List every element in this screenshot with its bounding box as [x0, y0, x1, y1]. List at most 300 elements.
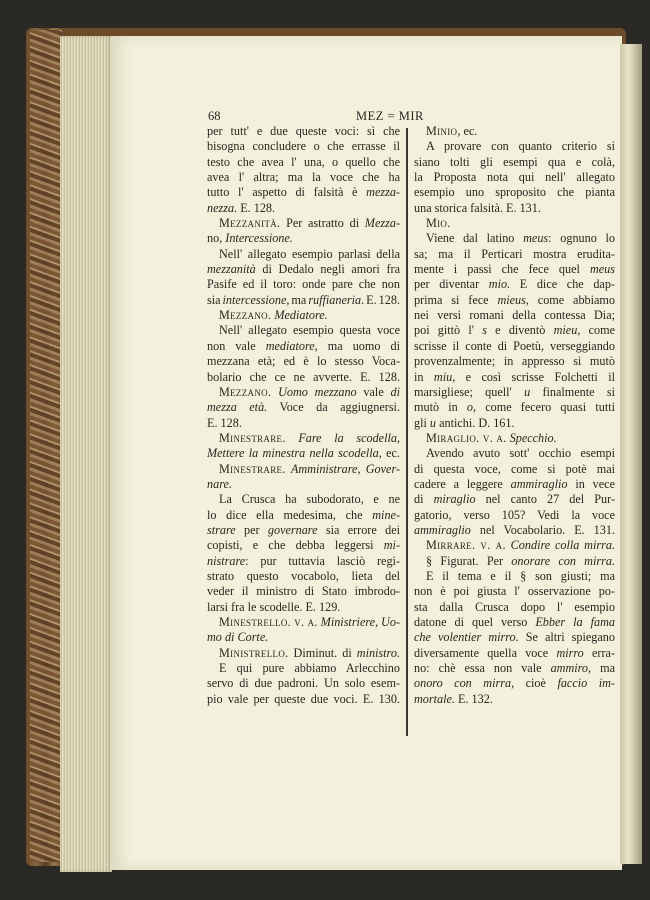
text-run: provenzalmente; in appresso si mutò [414, 354, 615, 369]
text-line-content [207, 400, 400, 415]
text-run: tutto l' aspetto di falsità è [207, 185, 367, 200]
text-run: testo che avea l' una, o quello che [207, 154, 400, 169]
text-line-content [426, 569, 615, 584]
text-line [207, 416, 400, 431]
text-run: nei versi romani della contessa Dia; [414, 308, 615, 323]
text-run: per diventar [414, 277, 489, 292]
text-run: nel canto 27 del Pur- [475, 492, 615, 507]
text-run: scrisse il conte di Poetù, verseggiando [414, 338, 615, 353]
text-line-content [219, 323, 400, 338]
text-line [207, 584, 400, 599]
text-line-content [219, 492, 400, 507]
text-line [207, 676, 400, 691]
text-line [414, 155, 615, 170]
text-line [414, 231, 615, 246]
text-line-content [207, 600, 340, 615]
text-line-content [219, 308, 328, 323]
running-head-separator: = [387, 109, 396, 123]
text-run: E dice che dap- [510, 277, 615, 292]
italic-text: nare. [207, 476, 232, 491]
text-line [207, 600, 400, 615]
italic-text: u [429, 415, 437, 430]
text-run: Viene dal latino [426, 231, 524, 246]
text-run: in [414, 369, 434, 384]
italic-text: ammiraglio [510, 476, 568, 491]
text-line [207, 185, 400, 200]
text-line [414, 630, 615, 645]
text-line [207, 523, 400, 538]
text-line-content [207, 508, 400, 523]
text-run: , cioè [511, 676, 558, 691]
entry-headword: Minio [426, 124, 458, 138]
text-line [414, 262, 615, 277]
text-line [414, 554, 615, 569]
text-line-content [207, 201, 275, 216]
text-line-content [414, 508, 615, 523]
italic-text: strare [207, 522, 236, 537]
text-line [414, 124, 615, 139]
text-line-content [207, 277, 400, 292]
text-line [414, 600, 615, 615]
text-run: , ec. [457, 124, 478, 138]
text-line-content [414, 615, 615, 630]
text-run: cadere a leggere [414, 476, 511, 491]
text-line-content [207, 262, 400, 277]
text-line-content [414, 630, 615, 645]
text-line [207, 492, 400, 507]
italic-text: onoro con mirra [414, 676, 512, 691]
text-line [414, 661, 615, 676]
entry-headword: Mezzano. [219, 384, 272, 399]
text-line-content [414, 676, 615, 691]
text-run: prima si fece [414, 292, 498, 307]
text-line [207, 201, 400, 216]
italic-text: che volentier mirro. [414, 630, 519, 645]
text-line-content [414, 492, 615, 507]
text-line-content [414, 308, 615, 323]
text-line [207, 446, 400, 461]
text-line [414, 676, 615, 691]
italic-text: onorare con mirra. [511, 553, 615, 568]
text-line-content [414, 584, 615, 599]
text-line-content [414, 262, 615, 277]
text-line-content [426, 446, 615, 461]
entry-headword: Ministrello. [219, 645, 289, 660]
text-run: per [235, 522, 268, 537]
page-number: 68 [208, 109, 221, 123]
page-edges [60, 36, 112, 872]
text-line-content [219, 615, 400, 630]
italic-text: mortale. [414, 691, 455, 706]
italic-text: Mettere la minestra nella scodella [207, 446, 379, 461]
text-line [414, 308, 615, 323]
text-line-content [207, 523, 400, 538]
text-line-content [219, 385, 400, 400]
text-line [207, 661, 400, 676]
text-run: di [414, 492, 434, 507]
text-line [414, 170, 615, 185]
text-line-content [414, 354, 615, 369]
text-line-content [426, 538, 615, 553]
text-line [207, 262, 400, 277]
text-run: strato questo vocabolo, lieta del [207, 568, 400, 583]
text-line [414, 277, 615, 292]
text-line-content [414, 170, 615, 185]
text-run: sia errore dei [317, 522, 400, 537]
text-line-content [414, 462, 615, 477]
text-run: , [396, 430, 400, 445]
text-run: , ma [588, 661, 615, 676]
text-run: § Figurat. Per [426, 553, 512, 568]
text-run: marsigliese; quell' [414, 384, 525, 399]
text-run: esempio uno sproposito che pianta [414, 185, 615, 200]
text-run: poi gittò l' [414, 323, 483, 338]
text-line [414, 508, 615, 523]
right-column [414, 124, 615, 707]
text-line [207, 569, 400, 584]
text-line [414, 692, 615, 707]
text-line [414, 523, 615, 538]
text-run: una storica falsità. E. 131. [414, 200, 541, 215]
text-run: diversamente quella voce [414, 645, 557, 660]
italic-text: miu [433, 369, 453, 384]
italic-text: faccio im- [557, 676, 615, 691]
text-run: , come fecero quasi tutti [473, 400, 615, 415]
italic-text: Condire colla mirra. [510, 538, 615, 553]
text-run: mente i passi che fece quel [414, 262, 590, 277]
italic-text: Uomo mezzano [278, 384, 357, 399]
text-run: gli [414, 415, 430, 430]
text-line-content [414, 293, 615, 308]
text-run: nel Vocabolario. E. 131. [470, 522, 615, 537]
text-line [414, 370, 615, 385]
text-run: la Proposta nota qui nell' allegato [414, 170, 615, 185]
text-run: La Crusca ha subodorato, e ne [219, 492, 400, 507]
text-line-content [207, 569, 400, 584]
italic-text: o [466, 400, 473, 415]
text-line-content [414, 477, 615, 492]
text-line [414, 185, 615, 200]
text-line [207, 400, 400, 415]
text-line [207, 231, 400, 246]
text-run: servo di due padroni. Un solo esem- [207, 676, 400, 691]
text-run: lo dice ella medesima, che [207, 507, 373, 522]
text-line-content [207, 584, 400, 599]
text-line-content [414, 277, 615, 292]
italic-text: Mediatore. [274, 308, 328, 323]
text-line [207, 431, 400, 446]
text-run: gatorio, verso 105? Vedi la voce [414, 507, 615, 522]
text-line-content [219, 431, 400, 446]
italic-text: nezza. [207, 200, 238, 215]
text-line-content [414, 416, 515, 431]
text-run: , ma [286, 292, 309, 307]
text-line [414, 538, 615, 553]
text-run: E. 128. [237, 200, 276, 215]
text-line [207, 247, 400, 262]
text-run: Diminut. di [288, 645, 357, 660]
text-line-content [414, 370, 615, 385]
italic-text: meus [589, 262, 615, 277]
text-run: copisti, e che debba leggersi [207, 538, 384, 553]
text-line [414, 446, 615, 461]
text-line-content [207, 538, 400, 553]
running-head-left: MEZ [356, 109, 384, 123]
text-line [207, 508, 400, 523]
text-run: , come abbiamo [525, 292, 615, 307]
text-run: sa; ma il Perticari mostra erudita- [414, 246, 615, 261]
text-line [207, 170, 400, 185]
text-line-content [219, 216, 400, 231]
text-line [414, 569, 615, 584]
text-line [207, 323, 400, 338]
text-line [414, 646, 615, 661]
text-run: erra- [583, 645, 615, 660]
text-run: , [219, 231, 226, 246]
text-run: mezzana età; ed è lo stesso Voca- [207, 354, 400, 369]
text-line-content [414, 400, 615, 415]
text-line [207, 155, 400, 170]
italic-text: mezzanità [207, 262, 256, 277]
text-line-content [207, 231, 293, 246]
text-run: avea l' altra; ma la voce che ha [207, 170, 400, 185]
italic-text: ruffianeria [308, 292, 362, 307]
text-run: , [375, 615, 382, 629]
text-run: bisogna concludere o che errasse il [207, 139, 400, 154]
text-line [207, 293, 400, 308]
text-line [207, 615, 400, 630]
italic-text: Specchio. [509, 430, 557, 445]
italic-text: nistrare [207, 553, 246, 568]
text-run: . E. 128. [361, 292, 400, 307]
text-run: Se altri spiegano [518, 630, 615, 645]
text-line-content [207, 185, 400, 200]
italic-text: Fare la scodella [298, 430, 397, 445]
italic-text: s [482, 323, 487, 338]
text-line [414, 462, 615, 477]
text-run: Nell' allegato esempio parlasi della [219, 246, 400, 261]
text-line-content [426, 431, 557, 446]
entry-headword: Mezzano. [219, 308, 272, 323]
text-line [207, 692, 400, 707]
text-run: E qui pure abbiamo Arlecchino [219, 661, 400, 676]
text-line [414, 400, 615, 415]
text-line-content [207, 630, 268, 645]
text-run: per tutt' e due queste voci: sì che [207, 124, 400, 138]
italic-text: mo di Corte. [207, 630, 269, 645]
text-run: mutò in [414, 400, 467, 415]
italic-text: Amministrare [290, 461, 358, 476]
italic-text: Ministriere [320, 615, 376, 629]
italic-text: mezza età. [207, 400, 268, 415]
text-line-content [426, 139, 615, 154]
text-run: , [357, 461, 366, 476]
text-line-content [207, 354, 400, 369]
text-line-content [414, 201, 541, 216]
column-rule [406, 128, 408, 736]
text-run: bolario che ce ne avverte. E. 128. [207, 369, 400, 384]
italic-text: mirro [556, 645, 584, 660]
italic-text: miraglio [433, 492, 476, 507]
italic-text: Intercessione. [225, 231, 293, 246]
text-line [414, 615, 615, 630]
italic-text: mediatore [265, 338, 315, 353]
text-line-content [426, 124, 477, 139]
text-line-content [207, 139, 400, 154]
italic-text: mieu [553, 323, 578, 338]
text-run: : ognuno lo [548, 231, 615, 246]
text-run: antichi. D. 161. [436, 415, 515, 430]
facing-page-edge [620, 44, 642, 864]
text-run: E il tema e il § son giusti; ma [426, 568, 615, 583]
text-run: vale [356, 384, 391, 399]
entry-headword: Minestrare. [219, 461, 286, 476]
text-run: Voce da aggiugnersi. [267, 400, 400, 415]
text-run: larsi fra le scodelle. E. 129. [207, 599, 341, 614]
text-line [207, 646, 400, 661]
running-head-right: MIR [398, 109, 424, 123]
text-line [207, 216, 400, 231]
italic-text: meus [523, 231, 549, 246]
text-line-content [426, 231, 615, 246]
text-line-content [414, 692, 493, 707]
text-line-content [207, 155, 400, 170]
italic-text: mio. [488, 277, 511, 292]
text-line [414, 431, 615, 446]
text-line-content [207, 416, 242, 431]
text-run: no: chè essa non vale [414, 661, 551, 676]
text-run: , come [577, 323, 615, 338]
text-line [414, 416, 615, 431]
text-line-content [414, 185, 615, 200]
italic-text: Ebber la fama [535, 615, 615, 629]
text-line-content [207, 676, 400, 691]
italic-text: intercessione [222, 292, 287, 307]
text-line [414, 584, 615, 599]
text-line [414, 385, 615, 400]
text-run: non vale [207, 338, 266, 353]
text-run: E. 128. [207, 415, 242, 430]
text-line [207, 538, 400, 553]
entry-headword: Mirrare. v. a. [426, 538, 506, 553]
text-line-content [414, 323, 615, 338]
text-run: siano tolti gli esempi qua e colà, [414, 154, 615, 169]
italic-text: di [390, 384, 400, 399]
text-line-content [414, 385, 615, 400]
text-line [207, 124, 400, 139]
text-run: , e così scrisse Folchetti il [452, 369, 615, 384]
text-line-content [414, 646, 615, 661]
text-line-content [207, 554, 400, 569]
text-run: non è poi giusta l' osservazione po- [414, 584, 615, 599]
italic-text: mezza- [366, 185, 400, 200]
text-line [207, 139, 400, 154]
text-line-content [207, 339, 400, 354]
text-run: sta dalla Crusca dopo l' esempio [414, 599, 615, 614]
italic-text: governare [267, 522, 318, 537]
text-run: E. 132. [454, 691, 493, 706]
text-line-content [414, 247, 615, 262]
italic-text: mieus [497, 292, 526, 307]
text-run: A provare con quanto criterio si [426, 139, 615, 154]
text-line [414, 201, 615, 216]
italic-text: mine- [372, 507, 400, 522]
text-run: finalmente si [530, 384, 615, 399]
italic-text: mi- [383, 538, 400, 553]
text-line-content [219, 661, 400, 676]
text-run: Avendo avuto sott' occhio esempi [426, 446, 615, 461]
text-run: pio vale per queste due voci. E. 130. [207, 691, 400, 706]
text-line-content [414, 339, 615, 354]
text-line [207, 339, 400, 354]
text-run: sia [207, 292, 223, 307]
marbled-edge [30, 30, 62, 862]
text-run: , ma uomo di [314, 338, 400, 353]
entry-headword: Minestrello. v. a. [219, 615, 318, 629]
running-head [356, 109, 424, 124]
text-run: : pur tuttavia lasciò regi- [245, 553, 400, 568]
italic-text: u [524, 384, 531, 399]
italic-text: ammiro [550, 661, 589, 676]
text-line [414, 247, 615, 262]
text-run: in vece [567, 476, 615, 491]
text-line-content [207, 477, 232, 492]
text-line-content [207, 293, 400, 308]
text-run: di questa voce, come si potè mai [414, 461, 615, 476]
text-line [207, 554, 400, 569]
text-run: Nell' allegato esempio questa voce [219, 323, 400, 338]
text-line [414, 323, 615, 338]
text-line [414, 354, 615, 369]
text-line [414, 492, 615, 507]
text-line-content [414, 661, 615, 676]
text-line [414, 293, 615, 308]
text-line-content [426, 216, 451, 231]
text-line [414, 477, 615, 492]
text-line [207, 385, 400, 400]
text-run: di Dedalo negli amori fra [255, 262, 400, 277]
text-line-content [414, 600, 615, 615]
text-run: Per astratto di [280, 216, 365, 231]
text-line-content [207, 446, 400, 461]
text-run [286, 431, 299, 445]
text-run: Pasife ed il toro: onde pare che non [207, 277, 400, 292]
text-run: e diventò [486, 323, 554, 338]
text-line [207, 354, 400, 369]
text-line [207, 308, 400, 323]
text-line [414, 339, 615, 354]
text-line-content [219, 646, 400, 661]
entry-headword: Minestrare. [219, 430, 286, 445]
text-line-content [219, 462, 400, 477]
left-column [207, 124, 400, 707]
text-line-content [207, 692, 400, 707]
text-line [207, 370, 400, 385]
entry-headword: Mio. [426, 216, 451, 231]
text-line-content [426, 554, 615, 569]
text-line-content [207, 170, 400, 185]
text-line [207, 630, 400, 645]
text-run: no [207, 231, 220, 246]
text-line [414, 139, 615, 154]
text-line-content [219, 247, 400, 262]
italic-text: ministro. [356, 645, 400, 660]
italic-text: Mezza- [364, 216, 400, 231]
text-line-content [207, 124, 400, 139]
italic-text: Gover- [365, 461, 400, 476]
text-line-content [414, 155, 615, 170]
text-line [207, 277, 400, 292]
